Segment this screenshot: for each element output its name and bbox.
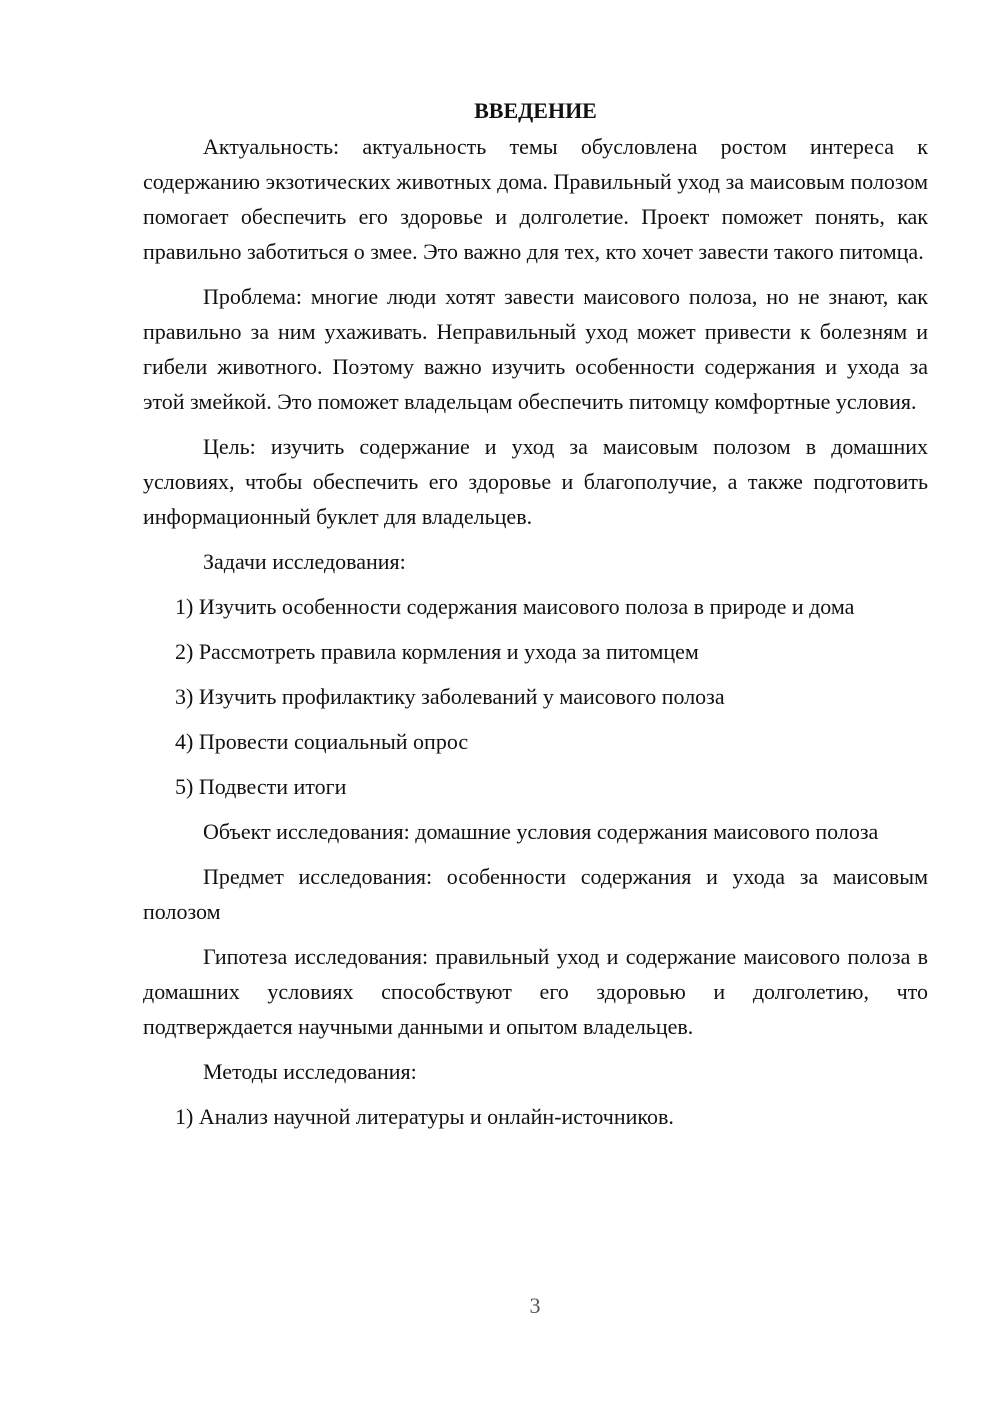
section-title: ВВЕДЕНИЕ — [474, 98, 597, 123]
task-item-5: 5) Подвести итоги — [175, 774, 347, 799]
task-item-4: 4) Провести социальный опрос — [175, 729, 469, 754]
subject-paragraph: Предмет исследования: особенности содержания и ухода за маисовым полозом — [143, 864, 928, 924]
task-item-3: 3) Изучить профилактику заболеваний у маисового полоза — [175, 684, 725, 709]
tasks-heading: Задачи исследования: — [203, 549, 406, 574]
object-paragraph: Объект исследования: домашние условия содержания маисового полоза — [203, 819, 879, 844]
method-item-1: 1) Анализ научной литературы и онлайн-источников. — [175, 1104, 674, 1129]
page-number: 3 — [529, 1293, 541, 1318]
page-content — [143, 93, 928, 1144]
goal-paragraph: Цель: изучить содержание и уход за маисовым полозом в домашних условиях, чтобы обеспечить его здоровье и благополучие, а также подготовить информационный буклет для владельцев. — [143, 434, 928, 529]
methods-heading: Методы исследования: — [203, 1059, 417, 1084]
task-item-1: 1) Изучить особенности содержания маисового полоза в природе и дома — [175, 594, 855, 619]
relevance-paragraph: Актуальность: актуальность темы обусловлена ростом интереса к содержанию экзотических животных дома. Правильный уход за маисовым полозом помогает обеспечить его здоровье и долголетие. Проект поможет понять, как правильно заботиться о змее. Это важно для тех, кто хочет завести такого питомца. — [143, 134, 928, 264]
hypothesis-paragraph: Гипотеза исследования: правильный уход и содержание маисового полоза в домашних условиях способствуют его здоровью и долголетию, что подтверждается научными данными и опытом владельцев. — [143, 944, 928, 1039]
problem-paragraph: Проблема: многие люди хотят завести маисового полоза, но не знают, как правильно за ним ухаживать. Неправильный уход может привести к болезням и гибели животного. Поэтому важно изучить особенности содержания и ухода за этой змейкой. Это поможет владельцам обеспечить питомцу комфортные условия. — [143, 284, 928, 414]
task-item-2: 2) Рассмотреть правила кормления и ухода за питомцем — [175, 639, 699, 664]
